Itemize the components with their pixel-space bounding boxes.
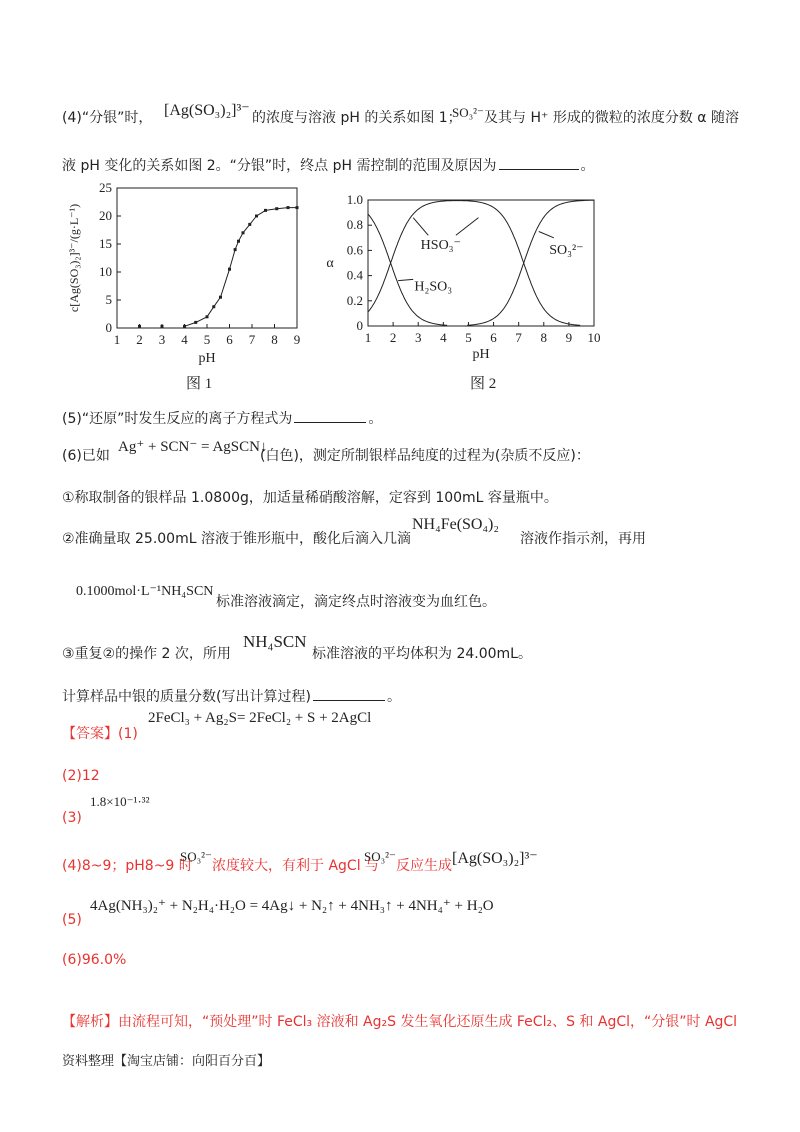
figure2-chart	[310, 186, 610, 386]
answer-5-equation: 4Ag(NH₃)₂⁺ + N₂H₄·H₂O = 4Ag↓ + N₂↑ + 4NH₃↑ + 4NH₄⁺ + H₂O	[90, 898, 494, 914]
y-tick-label: 0.2	[346, 292, 363, 308]
y-tick-label: 25	[99, 180, 112, 195]
q6-step2c: 标准溶液滴定，滴定终点时溶液变为血红色。	[216, 594, 496, 610]
x-tick-label: 2	[136, 332, 143, 347]
answer-4a: (4)8~9；pH8~9 时	[62, 858, 193, 874]
x-tick-label: 5	[465, 330, 472, 345]
y-tick-label: 0.6	[346, 242, 363, 258]
q6-equation: Ag⁺ + SCN⁻ = AgSCN↓	[118, 439, 268, 455]
y-axis-label: α	[326, 256, 334, 271]
answer-label: 【答案】(1)	[62, 726, 138, 742]
q6-concentration: 0.1000mol·L⁻¹NH₄SCN	[76, 584, 214, 599]
answer-4c: 反应生成	[396, 858, 452, 874]
q4-line1	[62, 108, 152, 128]
data-point	[183, 325, 186, 328]
x-tick-label: 5	[203, 332, 211, 347]
answer-6: (6)96.0%	[62, 952, 127, 968]
data-point	[287, 206, 290, 209]
y-tick-label: 1.0	[346, 192, 363, 207]
q6-step2a: ②准确量取 25.00mL 溶液于锥形瓶中，酸化后滴入几滴	[62, 531, 411, 547]
y-tick-label: 15	[99, 236, 112, 251]
data-point	[212, 305, 215, 308]
answer-2: (2)12	[62, 768, 100, 784]
plot-frame	[117, 188, 297, 328]
q6-label: (6)已如	[62, 448, 110, 464]
analysis-label: 【解析】	[62, 1014, 118, 1030]
data-point	[234, 248, 237, 251]
answer-3-value: 1.8×10⁻¹·³²	[90, 794, 150, 809]
answer-blank[interactable]	[313, 686, 385, 701]
data-point	[275, 207, 278, 210]
answer-4-so3: SO₃²⁻	[180, 849, 212, 864]
y-tick-label: 0.4	[346, 267, 363, 283]
x-tick-label: 6	[226, 332, 233, 347]
q6-nh4scn: NH₄SCN	[243, 632, 307, 651]
y-tick-label: 0	[105, 320, 112, 335]
x-tick-label: 2	[389, 330, 397, 345]
data-point	[296, 206, 299, 209]
x-tick-label: 9	[293, 332, 301, 347]
q6-step1: ①称取制备的银样品 1.0800g，加适量稀硝酸溶解，定容到 100mL 容量瓶中。	[62, 490, 558, 506]
x-tick-label: 10	[587, 330, 601, 345]
data-point	[228, 268, 231, 271]
y-tick-label: 5	[105, 292, 112, 307]
x-tick-label: 4	[181, 332, 188, 347]
figure2-caption: 图 2	[470, 376, 497, 392]
figure1-caption: 图 1	[186, 376, 213, 392]
q5-text: (5)“还原”时发生反应的离子方程式为	[62, 411, 293, 427]
q4-text1: 的浓度与溶液 pH 的关系如图 1；	[252, 110, 462, 126]
series-label-so3: SO₃²⁻	[549, 242, 584, 258]
q6-step3b: 标准溶液的平均体积为 24.00mL。	[312, 646, 532, 662]
q4-end: 。	[580, 158, 595, 174]
x-tick-label: 3	[158, 332, 166, 347]
q6-indicator: NH₄Fe(SO₄)₂	[412, 516, 499, 533]
x-tick-label: 1	[113, 332, 121, 347]
answer-4-complex: [Ag(SO₃)₂]³⁻	[452, 850, 538, 867]
data-point	[248, 223, 251, 226]
y-tick-label: 0.8	[346, 217, 363, 233]
answer-5-label: (5)	[62, 912, 82, 928]
answer-blank[interactable]	[499, 155, 579, 170]
x-tick-label: 8	[271, 332, 278, 347]
q6-step2b: 溶液作指示剂，再用	[520, 531, 646, 547]
x-tick-label: 8	[540, 330, 548, 345]
x-tick-label: 9	[565, 330, 573, 345]
q6-calc	[62, 686, 401, 707]
curve-hso3	[368, 201, 580, 326]
data-point	[242, 231, 245, 234]
curve-so3	[467, 200, 594, 325]
leader-hso3	[413, 218, 428, 236]
leader-hso3	[456, 218, 479, 236]
data-point	[264, 209, 267, 212]
x-tick-label: 1	[364, 330, 372, 345]
q4-line2-text: 液 pH 变化的关系如图 2。“分银”时，终点 pH 需控制的范围及原因为	[62, 158, 497, 174]
data-point	[237, 240, 240, 243]
q4-complex: [Ag(SO₃)₂]³⁻	[164, 102, 250, 119]
answer-3-label: (3)	[62, 810, 82, 826]
leader-so3	[539, 232, 554, 238]
data-point	[194, 321, 197, 324]
q4-text2: 及其与 H⁺ 形成的微粒的浓度分数 α 随溶	[484, 110, 739, 126]
y-tick-label: 20	[99, 208, 112, 223]
q6-end: 。	[386, 689, 401, 705]
x-axis-label: pH	[472, 347, 490, 362]
analysis-text: 由流程可知，“预处理”时 FeCl₃ 溶液和 Ag₂S 发生氧化还原生成 FeCl₂、S 和 AgCl，“分银”时 AgCl	[118, 1014, 738, 1030]
data-point	[206, 315, 209, 318]
q5-line	[62, 408, 382, 429]
q4-label: (4)“分银”时，	[62, 110, 153, 126]
y-axis-label: c[Ag(SO₃)₂]³⁻/(g·L⁻¹)	[67, 203, 81, 313]
y-tick-label: 0	[356, 318, 363, 333]
series-label-hso3: HSO₃⁻	[420, 237, 461, 253]
leader-h2so3	[398, 279, 413, 280]
series-label-h2so3: H₂SO₃	[414, 279, 453, 295]
x-tick-label: 3	[414, 330, 422, 345]
curve-h2so3	[368, 214, 447, 325]
answer-4-so3b: SO₃²⁻	[364, 849, 396, 864]
data-point	[161, 325, 164, 328]
x-axis-label: pH	[198, 351, 216, 366]
x-tick-label: 6	[490, 330, 497, 345]
q6-step3a: ③重复②的操作 2 次，所用	[62, 646, 231, 662]
data-point	[255, 215, 258, 218]
data-curve	[185, 208, 298, 327]
q4-so3: SO₃²⁻	[452, 105, 484, 120]
x-tick-label: 4	[440, 330, 447, 345]
analysis-line	[62, 1012, 737, 1032]
footer: 资料整理【淘宝店铺：向阳百分百】	[62, 1054, 271, 1069]
answer-4b: 浓度较大，有利于 AgCl 与	[212, 858, 380, 874]
y-tick-label: 10	[99, 264, 112, 279]
figure1-chart	[62, 180, 322, 390]
answer-blank[interactable]	[294, 408, 366, 423]
q5-end: 。	[368, 411, 383, 427]
x-tick-label: 7	[248, 332, 256, 347]
q4-line2	[62, 155, 595, 176]
q6-text: (白色)，测定所制银样品纯度的过程为(杂质不反应)：	[260, 448, 590, 464]
answer-1-equation: 2FeCl₃ + Ag₂S= 2FeCl₂ + S + 2AgCl	[148, 710, 372, 726]
plot-frame	[368, 200, 594, 326]
x-tick-label: 7	[515, 330, 522, 345]
data-point	[219, 296, 222, 299]
data-point	[138, 325, 141, 328]
q6-calc-text: 计算样品中银的质量分数(写出计算过程)	[62, 689, 311, 705]
